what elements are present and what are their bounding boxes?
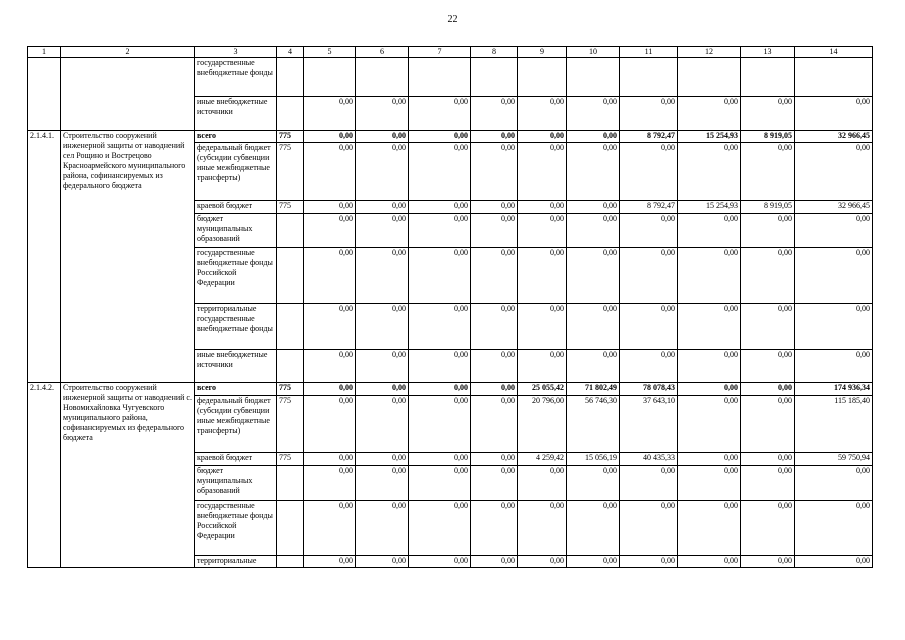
amount-cell: 0,00 xyxy=(518,304,567,350)
amount-cell: 0,00 xyxy=(356,396,409,453)
amount-cell xyxy=(518,58,567,97)
amount-cell: 0,00 xyxy=(409,143,471,201)
budget-code xyxy=(277,556,304,568)
amount-cell: 0,00 xyxy=(304,131,356,143)
amount-cell: 0,00 xyxy=(795,248,873,304)
amount-cell: 0,00 xyxy=(518,350,567,383)
amount-cell: 0,00 xyxy=(567,304,620,350)
amount-cell xyxy=(471,58,518,97)
amount-cell: 71 802,49 xyxy=(567,383,620,396)
funding-source: краевой бюджет xyxy=(195,201,277,214)
funding-source: территориальные xyxy=(195,556,277,568)
amount-cell: 25 055,42 xyxy=(518,383,567,396)
amount-cell: 8 919,05 xyxy=(741,131,795,143)
amount-cell: 8 792,47 xyxy=(620,201,678,214)
budget-code: 775 xyxy=(277,131,304,143)
amount-cell: 0,00 xyxy=(795,556,873,568)
amount-cell: 0,00 xyxy=(356,383,409,396)
amount-cell: 0,00 xyxy=(678,453,741,466)
item-number: 2.1.4.2. xyxy=(28,383,61,568)
amount-cell: 20 796,00 xyxy=(518,396,567,453)
funding-source: государственные внебюджетные фонды Российской Федерации xyxy=(195,501,277,556)
amount-cell: 0,00 xyxy=(304,453,356,466)
amount-cell: 0,00 xyxy=(518,201,567,214)
amount-cell: 0,00 xyxy=(471,97,518,131)
amount-cell: 78 078,43 xyxy=(620,383,678,396)
amount-cell: 0,00 xyxy=(518,501,567,556)
amount-cell xyxy=(567,58,620,97)
item-number xyxy=(28,58,61,131)
amount-cell: 56 746,30 xyxy=(567,396,620,453)
column-header: 10 xyxy=(567,47,620,58)
amount-cell: 0,00 xyxy=(567,248,620,304)
amount-cell: 0,00 xyxy=(567,466,620,501)
funding-source: федеральный бюджет (субсидии субвенции иные межбюджетные трансферты) xyxy=(195,396,277,453)
budget-code xyxy=(277,214,304,248)
amount-cell xyxy=(795,58,873,97)
amount-cell: 0,00 xyxy=(304,466,356,501)
amount-cell: 0,00 xyxy=(795,304,873,350)
amount-cell: 0,00 xyxy=(356,556,409,568)
amount-cell: 0,00 xyxy=(741,248,795,304)
amount-cell: 0,00 xyxy=(304,304,356,350)
amount-cell: 0,00 xyxy=(620,248,678,304)
amount-cell: 4 259,42 xyxy=(518,453,567,466)
amount-cell: 0,00 xyxy=(304,201,356,214)
amount-cell: 0,00 xyxy=(304,248,356,304)
table-row xyxy=(28,58,873,97)
table-row xyxy=(28,383,873,396)
amount-cell xyxy=(741,58,795,97)
budget-code xyxy=(277,350,304,383)
amount-cell: 0,00 xyxy=(356,248,409,304)
amount-cell: 0,00 xyxy=(741,304,795,350)
table-header-row xyxy=(28,47,873,58)
amount-cell: 0,00 xyxy=(741,501,795,556)
column-header: 11 xyxy=(620,47,678,58)
amount-cell: 0,00 xyxy=(471,131,518,143)
budget-code: 775 xyxy=(277,143,304,201)
amount-cell: 0,00 xyxy=(471,453,518,466)
amount-cell: 0,00 xyxy=(304,501,356,556)
amount-cell: 0,00 xyxy=(471,556,518,568)
amount-cell: 15 254,93 xyxy=(678,131,741,143)
amount-cell: 0,00 xyxy=(795,143,873,201)
amount-cell: 0,00 xyxy=(567,350,620,383)
column-header: 7 xyxy=(409,47,471,58)
amount-cell: 0,00 xyxy=(356,131,409,143)
amount-cell: 0,00 xyxy=(356,97,409,131)
amount-cell: 0,00 xyxy=(567,501,620,556)
amount-cell: 0,00 xyxy=(304,396,356,453)
column-header: 9 xyxy=(518,47,567,58)
amount-cell: 0,00 xyxy=(356,304,409,350)
item-number: 2.1.4.1. xyxy=(28,131,61,383)
amount-cell: 0,00 xyxy=(795,501,873,556)
amount-cell: 0,00 xyxy=(678,501,741,556)
amount-cell: 0,00 xyxy=(678,383,741,396)
amount-cell: 0,00 xyxy=(356,350,409,383)
budget-code xyxy=(277,58,304,97)
amount-cell: 37 643,10 xyxy=(620,396,678,453)
amount-cell: 0,00 xyxy=(620,466,678,501)
amount-cell: 0,00 xyxy=(471,466,518,501)
amount-cell: 0,00 xyxy=(678,97,741,131)
column-header: 4 xyxy=(277,47,304,58)
funding-source: государственные внебюджетные фонды xyxy=(195,58,277,97)
amount-cell: 0,00 xyxy=(356,201,409,214)
item-description: Строительство сооружений инженерной защиты от наводнений сел Рощино и Вострецово Красноармейского муниципального района, софинансируемых из федерального бюджета xyxy=(61,131,195,383)
amount-cell: 0,00 xyxy=(795,214,873,248)
amount-cell: 0,00 xyxy=(409,248,471,304)
amount-cell: 0,00 xyxy=(620,350,678,383)
amount-cell: 40 435,33 xyxy=(620,453,678,466)
amount-cell xyxy=(356,58,409,97)
page-number: 22 xyxy=(447,14,458,25)
amount-cell: 59 750,94 xyxy=(795,453,873,466)
funding-source: всего xyxy=(195,131,277,143)
amount-cell: 0,00 xyxy=(518,143,567,201)
funding-source: государственные внебюджетные фонды Российской Федерации xyxy=(195,248,277,304)
amount-cell xyxy=(304,58,356,97)
amount-cell: 0,00 xyxy=(471,501,518,556)
amount-cell: 8 919,05 xyxy=(741,201,795,214)
funding-source: федеральный бюджет (субсидии субвенции иные межбюджетные трансферты) xyxy=(195,143,277,201)
budget-code: 775 xyxy=(277,383,304,396)
amount-cell: 0,00 xyxy=(620,97,678,131)
column-header: 14 xyxy=(795,47,873,58)
amount-cell: 0,00 xyxy=(518,97,567,131)
amount-cell: 0,00 xyxy=(409,350,471,383)
budget-code: 775 xyxy=(277,201,304,214)
item-description xyxy=(61,58,195,131)
amount-cell: 32 966,45 xyxy=(795,131,873,143)
amount-cell: 0,00 xyxy=(620,304,678,350)
amount-cell: 0,00 xyxy=(567,97,620,131)
item-description: Строительство сооружений инженерной защиты от наводнений с. Новомихайловка Чугуевского муниципального района, софинансируемых из федерального бюджета xyxy=(61,383,195,568)
amount-cell: 0,00 xyxy=(567,201,620,214)
amount-cell: 0,00 xyxy=(795,466,873,501)
amount-cell: 0,00 xyxy=(471,143,518,201)
amount-cell: 0,00 xyxy=(518,556,567,568)
funding-source: бюджет муниципальных образований xyxy=(195,214,277,248)
table-row xyxy=(28,131,873,143)
amount-cell: 0,00 xyxy=(741,143,795,201)
amount-cell: 0,00 xyxy=(471,383,518,396)
amount-cell: 0,00 xyxy=(409,396,471,453)
amount-cell: 0,00 xyxy=(304,97,356,131)
amount-cell: 0,00 xyxy=(471,201,518,214)
amount-cell: 0,00 xyxy=(620,143,678,201)
amount-cell: 0,00 xyxy=(471,304,518,350)
amount-cell: 0,00 xyxy=(518,131,567,143)
funding-source: иные внебюджетные источники xyxy=(195,97,277,131)
budget-code xyxy=(277,466,304,501)
budget-code xyxy=(277,97,304,131)
column-header: 12 xyxy=(678,47,741,58)
amount-cell: 0,00 xyxy=(678,396,741,453)
amount-cell: 0,00 xyxy=(409,304,471,350)
column-header: 3 xyxy=(195,47,277,58)
funding-source: краевой бюджет xyxy=(195,453,277,466)
funding-source: территориальные государственные внебюджетные фонды xyxy=(195,304,277,350)
amount-cell: 0,00 xyxy=(409,383,471,396)
amount-cell: 0,00 xyxy=(567,131,620,143)
amount-cell: 0,00 xyxy=(356,466,409,501)
amount-cell: 0,00 xyxy=(304,143,356,201)
budget-code xyxy=(277,501,304,556)
amount-cell: 0,00 xyxy=(678,304,741,350)
amount-cell: 0,00 xyxy=(471,350,518,383)
amount-cell: 0,00 xyxy=(518,214,567,248)
column-header: 8 xyxy=(471,47,518,58)
amount-cell: 0,00 xyxy=(304,350,356,383)
column-header: 2 xyxy=(61,47,195,58)
amount-cell: 0,00 xyxy=(678,556,741,568)
amount-cell: 0,00 xyxy=(678,214,741,248)
amount-cell: 0,00 xyxy=(409,97,471,131)
amount-cell: 0,00 xyxy=(409,214,471,248)
amount-cell: 0,00 xyxy=(741,214,795,248)
amount-cell: 0,00 xyxy=(620,501,678,556)
amount-cell: 15 254,93 xyxy=(678,201,741,214)
amount-cell: 8 792,47 xyxy=(620,131,678,143)
amount-cell xyxy=(620,58,678,97)
column-header: 13 xyxy=(741,47,795,58)
amount-cell: 115 185,40 xyxy=(795,396,873,453)
amount-cell: 0,00 xyxy=(741,556,795,568)
amount-cell: 0,00 xyxy=(741,97,795,131)
funding-source: иные внебюджетные источники xyxy=(195,350,277,383)
amount-cell: 0,00 xyxy=(795,350,873,383)
amount-cell: 0,00 xyxy=(304,556,356,568)
budget-code xyxy=(277,248,304,304)
amount-cell: 0,00 xyxy=(741,383,795,396)
amount-cell: 0,00 xyxy=(741,453,795,466)
budget-code: 775 xyxy=(277,396,304,453)
amount-cell: 0,00 xyxy=(741,466,795,501)
amount-cell: 0,00 xyxy=(567,143,620,201)
amount-cell: 0,00 xyxy=(795,97,873,131)
column-header: 5 xyxy=(304,47,356,58)
amount-cell: 0,00 xyxy=(678,248,741,304)
amount-cell: 0,00 xyxy=(567,556,620,568)
amount-cell: 0,00 xyxy=(471,214,518,248)
amount-cell: 0,00 xyxy=(409,466,471,501)
amount-cell: 0,00 xyxy=(356,501,409,556)
amount-cell: 0,00 xyxy=(741,396,795,453)
column-header: 6 xyxy=(356,47,409,58)
amount-cell: 32 966,45 xyxy=(795,201,873,214)
amount-cell: 0,00 xyxy=(678,143,741,201)
amount-cell: 174 936,34 xyxy=(795,383,873,396)
amount-cell: 0,00 xyxy=(304,383,356,396)
amount-cell: 0,00 xyxy=(678,466,741,501)
column-header: 1 xyxy=(28,47,61,58)
amount-cell: 0,00 xyxy=(620,556,678,568)
amount-cell: 0,00 xyxy=(409,201,471,214)
amount-cell: 0,00 xyxy=(409,501,471,556)
amount-cell: 0,00 xyxy=(518,248,567,304)
budget-code: 775 xyxy=(277,453,304,466)
amount-cell: 0,00 xyxy=(356,214,409,248)
amount-cell: 0,00 xyxy=(567,214,620,248)
amount-cell: 15 056,19 xyxy=(567,453,620,466)
budget-table xyxy=(27,46,873,568)
funding-source: всего xyxy=(195,383,277,396)
amount-cell: 0,00 xyxy=(518,466,567,501)
amount-cell: 0,00 xyxy=(304,214,356,248)
amount-cell: 0,00 xyxy=(471,396,518,453)
funding-source: бюджет муниципальных образований xyxy=(195,466,277,501)
amount-cell: 0,00 xyxy=(741,350,795,383)
amount-cell: 0,00 xyxy=(471,248,518,304)
amount-cell: 0,00 xyxy=(409,556,471,568)
amount-cell xyxy=(678,58,741,97)
amount-cell: 0,00 xyxy=(356,143,409,201)
amount-cell xyxy=(409,58,471,97)
budget-code xyxy=(277,304,304,350)
amount-cell: 0,00 xyxy=(409,453,471,466)
amount-cell: 0,00 xyxy=(356,453,409,466)
amount-cell: 0,00 xyxy=(678,350,741,383)
amount-cell: 0,00 xyxy=(620,214,678,248)
amount-cell: 0,00 xyxy=(409,131,471,143)
